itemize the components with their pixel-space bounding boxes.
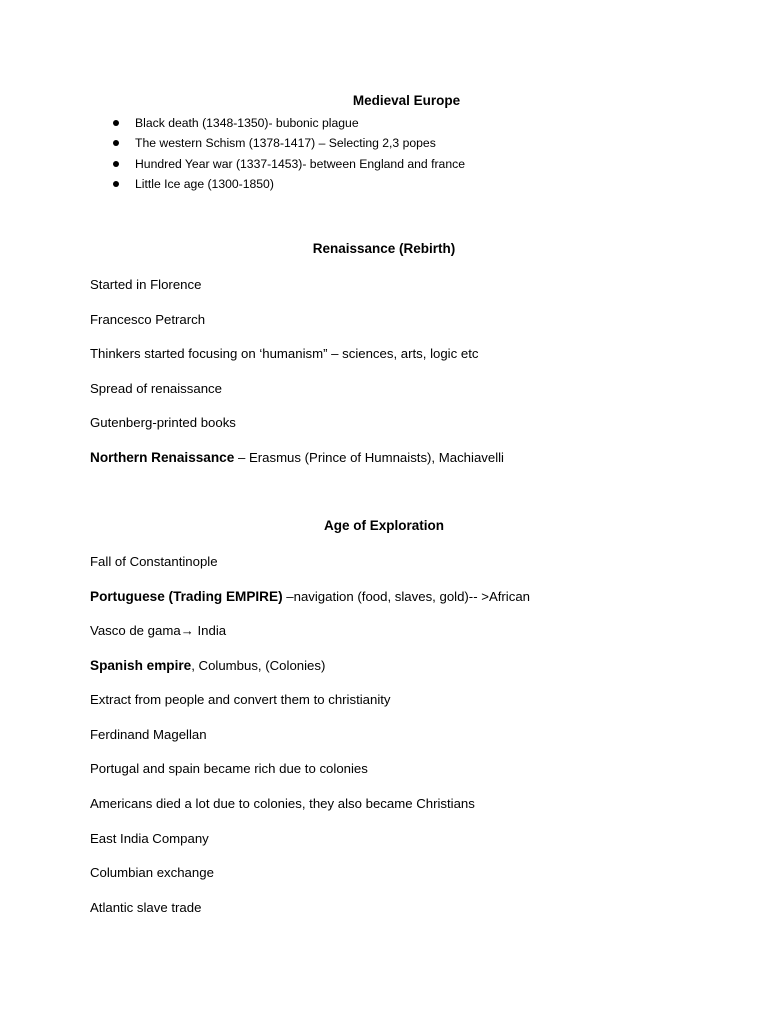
list-item [90,133,465,153]
text-line: Extract from people and convert them to christianity [90,692,391,707]
bullet-text: Hundred Year war (1337-1453)- between England and france [135,156,465,171]
northern-renaissance-label: Northern Renaissance [90,450,235,465]
bullet-icon [113,140,119,146]
vasco-name: Vasco de gama [90,623,181,638]
arrow-right-icon: → [180,623,194,638]
heading-renaissance-text: Renaissance (Rebirth) [312,241,456,256]
bullet-text: The western Schism (1378-1417) – Selecting 2,3 popes [135,136,436,151]
spanish-label: Spanish empire [90,658,192,673]
text-line: Francesco Petrarch [90,312,206,327]
text-line: Fall of Constantinople [90,554,218,569]
text-line: Columbian exchange [90,865,214,880]
bullet-text: Little Ice age (1300-1850) [135,176,274,191]
bullet-icon [113,161,119,167]
heading-medieval-europe-text: Medieval Europe [352,93,461,108]
medieval-bullet-list [90,113,465,194]
heading-medieval-europe [0,93,768,108]
portuguese-detail: –navigation (food, slaves, gold)-- >African [282,589,531,604]
text-line: Atlantic slave trade [90,900,202,915]
spanish-detail: , Columbus, (Colonies) [191,658,326,673]
text-line: Americans died a lot due to colonies, they also became Christians [90,796,475,811]
text-line: Spread of renaissance [90,381,222,396]
spanish-line [90,657,325,675]
text-line: East India Company [90,831,209,846]
bullet-text: Black death (1348-1350)- bubonic plague [135,116,359,130]
bullet-icon [113,120,119,126]
text-line: Gutenberg-printed books [90,415,236,430]
northern-renaissance-detail: – Erasmus (Prince of Humnaists), Machiavelli [234,450,504,465]
heading-age-of-exploration-text: Age of Exploration [323,518,444,533]
vasco-line [90,622,226,640]
list-item [90,113,465,133]
text-line: Started in Florence [90,277,202,292]
list-item [90,154,465,174]
heading-age-of-exploration [0,518,768,533]
list-item [90,174,465,194]
text-line: Portugal and spain became rich due to colonies [90,761,368,776]
northern-renaissance-line [90,449,504,467]
vasco-destination: India [193,623,227,638]
portuguese-line [90,588,530,606]
heading-renaissance [0,241,768,256]
text-line: Thinkers started focusing on ‘humanism” – sciences, arts, logic etc [90,346,479,361]
text-line: Ferdinand Magellan [90,727,207,742]
portuguese-label: Portuguese (Trading EMPIRE) [90,589,283,604]
bullet-icon [113,181,119,187]
